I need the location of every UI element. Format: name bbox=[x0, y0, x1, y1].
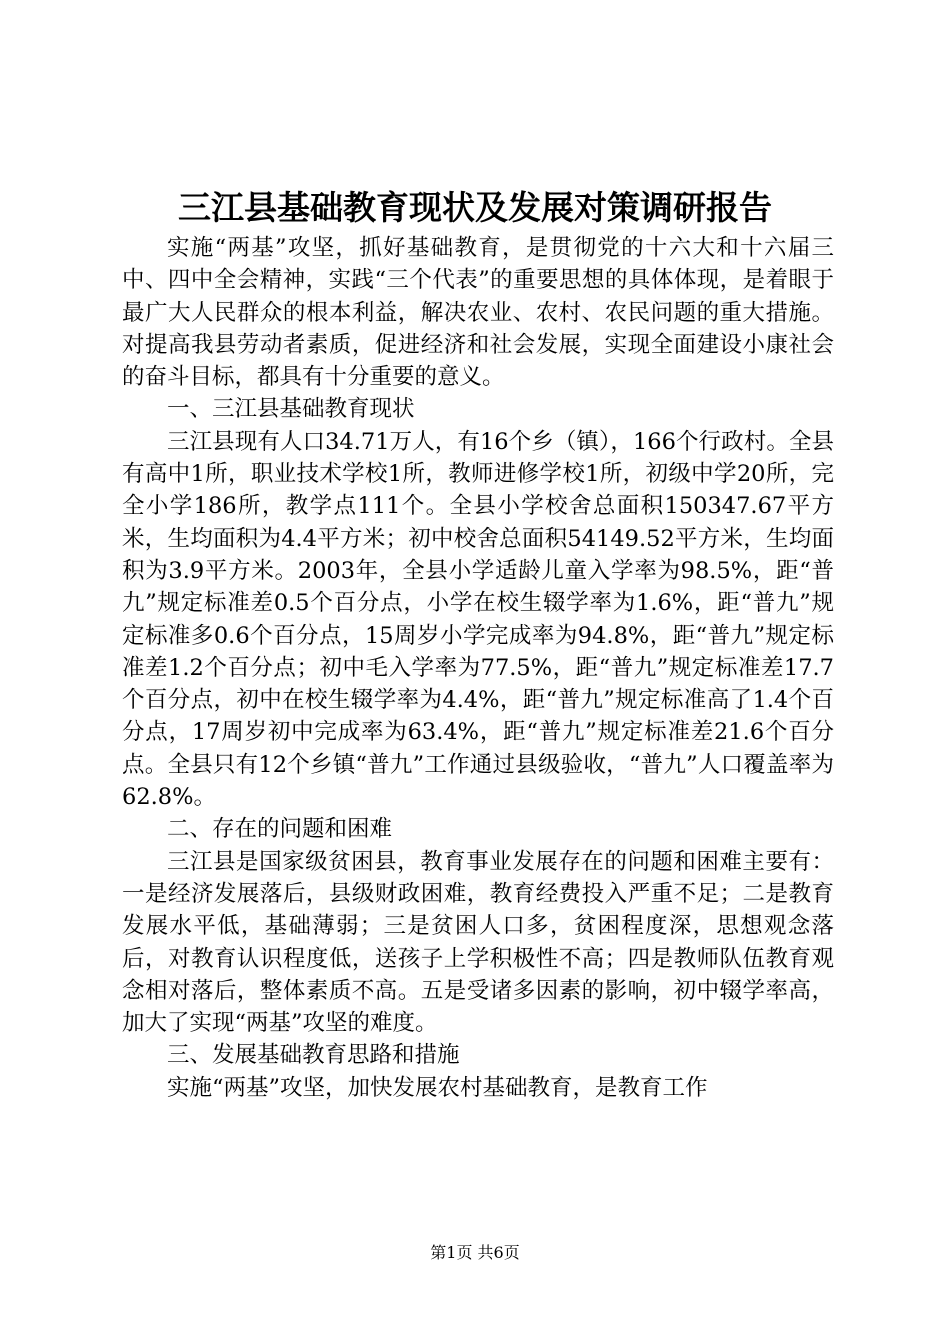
document-body bbox=[122, 232, 834, 1104]
section-1-paragraph: 三江县现有人口34.71万人，有16个乡（镇），166个行政村。全县有高中1所，职业技术学校1所，教师进修学校1所，初级中学20所，完全小学186所，教学点111个。全县小学校舍总面积150347.67平方米，生均面积为4.4平方米；初中校舍总面积54149.52平方米，生均面积为3.9平方米。2003年，全县小学适龄儿童入学率为98.5%，距“普九”规定标准差0.5个百分点，小学在校生辍学率为1.6%，距“普九”规定标准多0.6个百分点，15周岁小学完成率为94.8%，距“普九”规定标准差1.2个百分点；初中毛入学率为77.5%，距“普九”规定标准差17.7个百分点，初中在校生辍学率为4.4%，距“普九”规定标准高了1.4个百分点，17周岁初中完成率为63.4%，距“普九”规定标准差21.6个百分点。全县只有12个乡镇“普九”工作通过县级验收，“普九”人口覆盖率为62.8%。 bbox=[122, 428, 834, 811]
section-heading-1: 一、三江县基础教育现状 bbox=[167, 396, 415, 423]
section-heading-3: 三、发展基础教育思路和措施 bbox=[167, 1042, 460, 1069]
section-3-paragraph: 实施“两基”攻坚，加快发展农村基础教育，是教育工作 bbox=[167, 1074, 708, 1101]
page-number-footer: 第1页 共6页 bbox=[430, 1243, 520, 1262]
document-title: 三江县基础教育现状及发展对策调研报告 bbox=[178, 188, 772, 227]
section-2-paragraph: 三江县是国家级贫困县，教育事业发展存在的问题和困难主要有：一是经济发展落后，县级财政困难，教育经费投入严重不足；二是教育发展水平低，基础薄弱；三是贫困人口多，贫困程度深，思想观念落后，对教育认识程度低，送孩子上学积极性不高；四是教师队伍教育观念相对落后，整体素质不高。五是受诸多因素的影响，初中辍学率高，加大了实现“两基”攻坚的难度。 bbox=[122, 848, 834, 1037]
section-heading-2: 二、存在的问题和困难 bbox=[167, 816, 393, 843]
intro-paragraph: 实施“两基”攻坚，抓好基础教育，是贯彻党的十六大和十六届三中、四中全会精神，实践“三个代表”的重要思想的具体体现，是着眼于最广大人民群众的根本利益，解决农业、农村、农民问题的重大措施。对提高我县劳动者素质，促进经济和社会发展，实现全面建设小康社会的奋斗目标，都具有十分重要的意义。 bbox=[122, 235, 834, 391]
